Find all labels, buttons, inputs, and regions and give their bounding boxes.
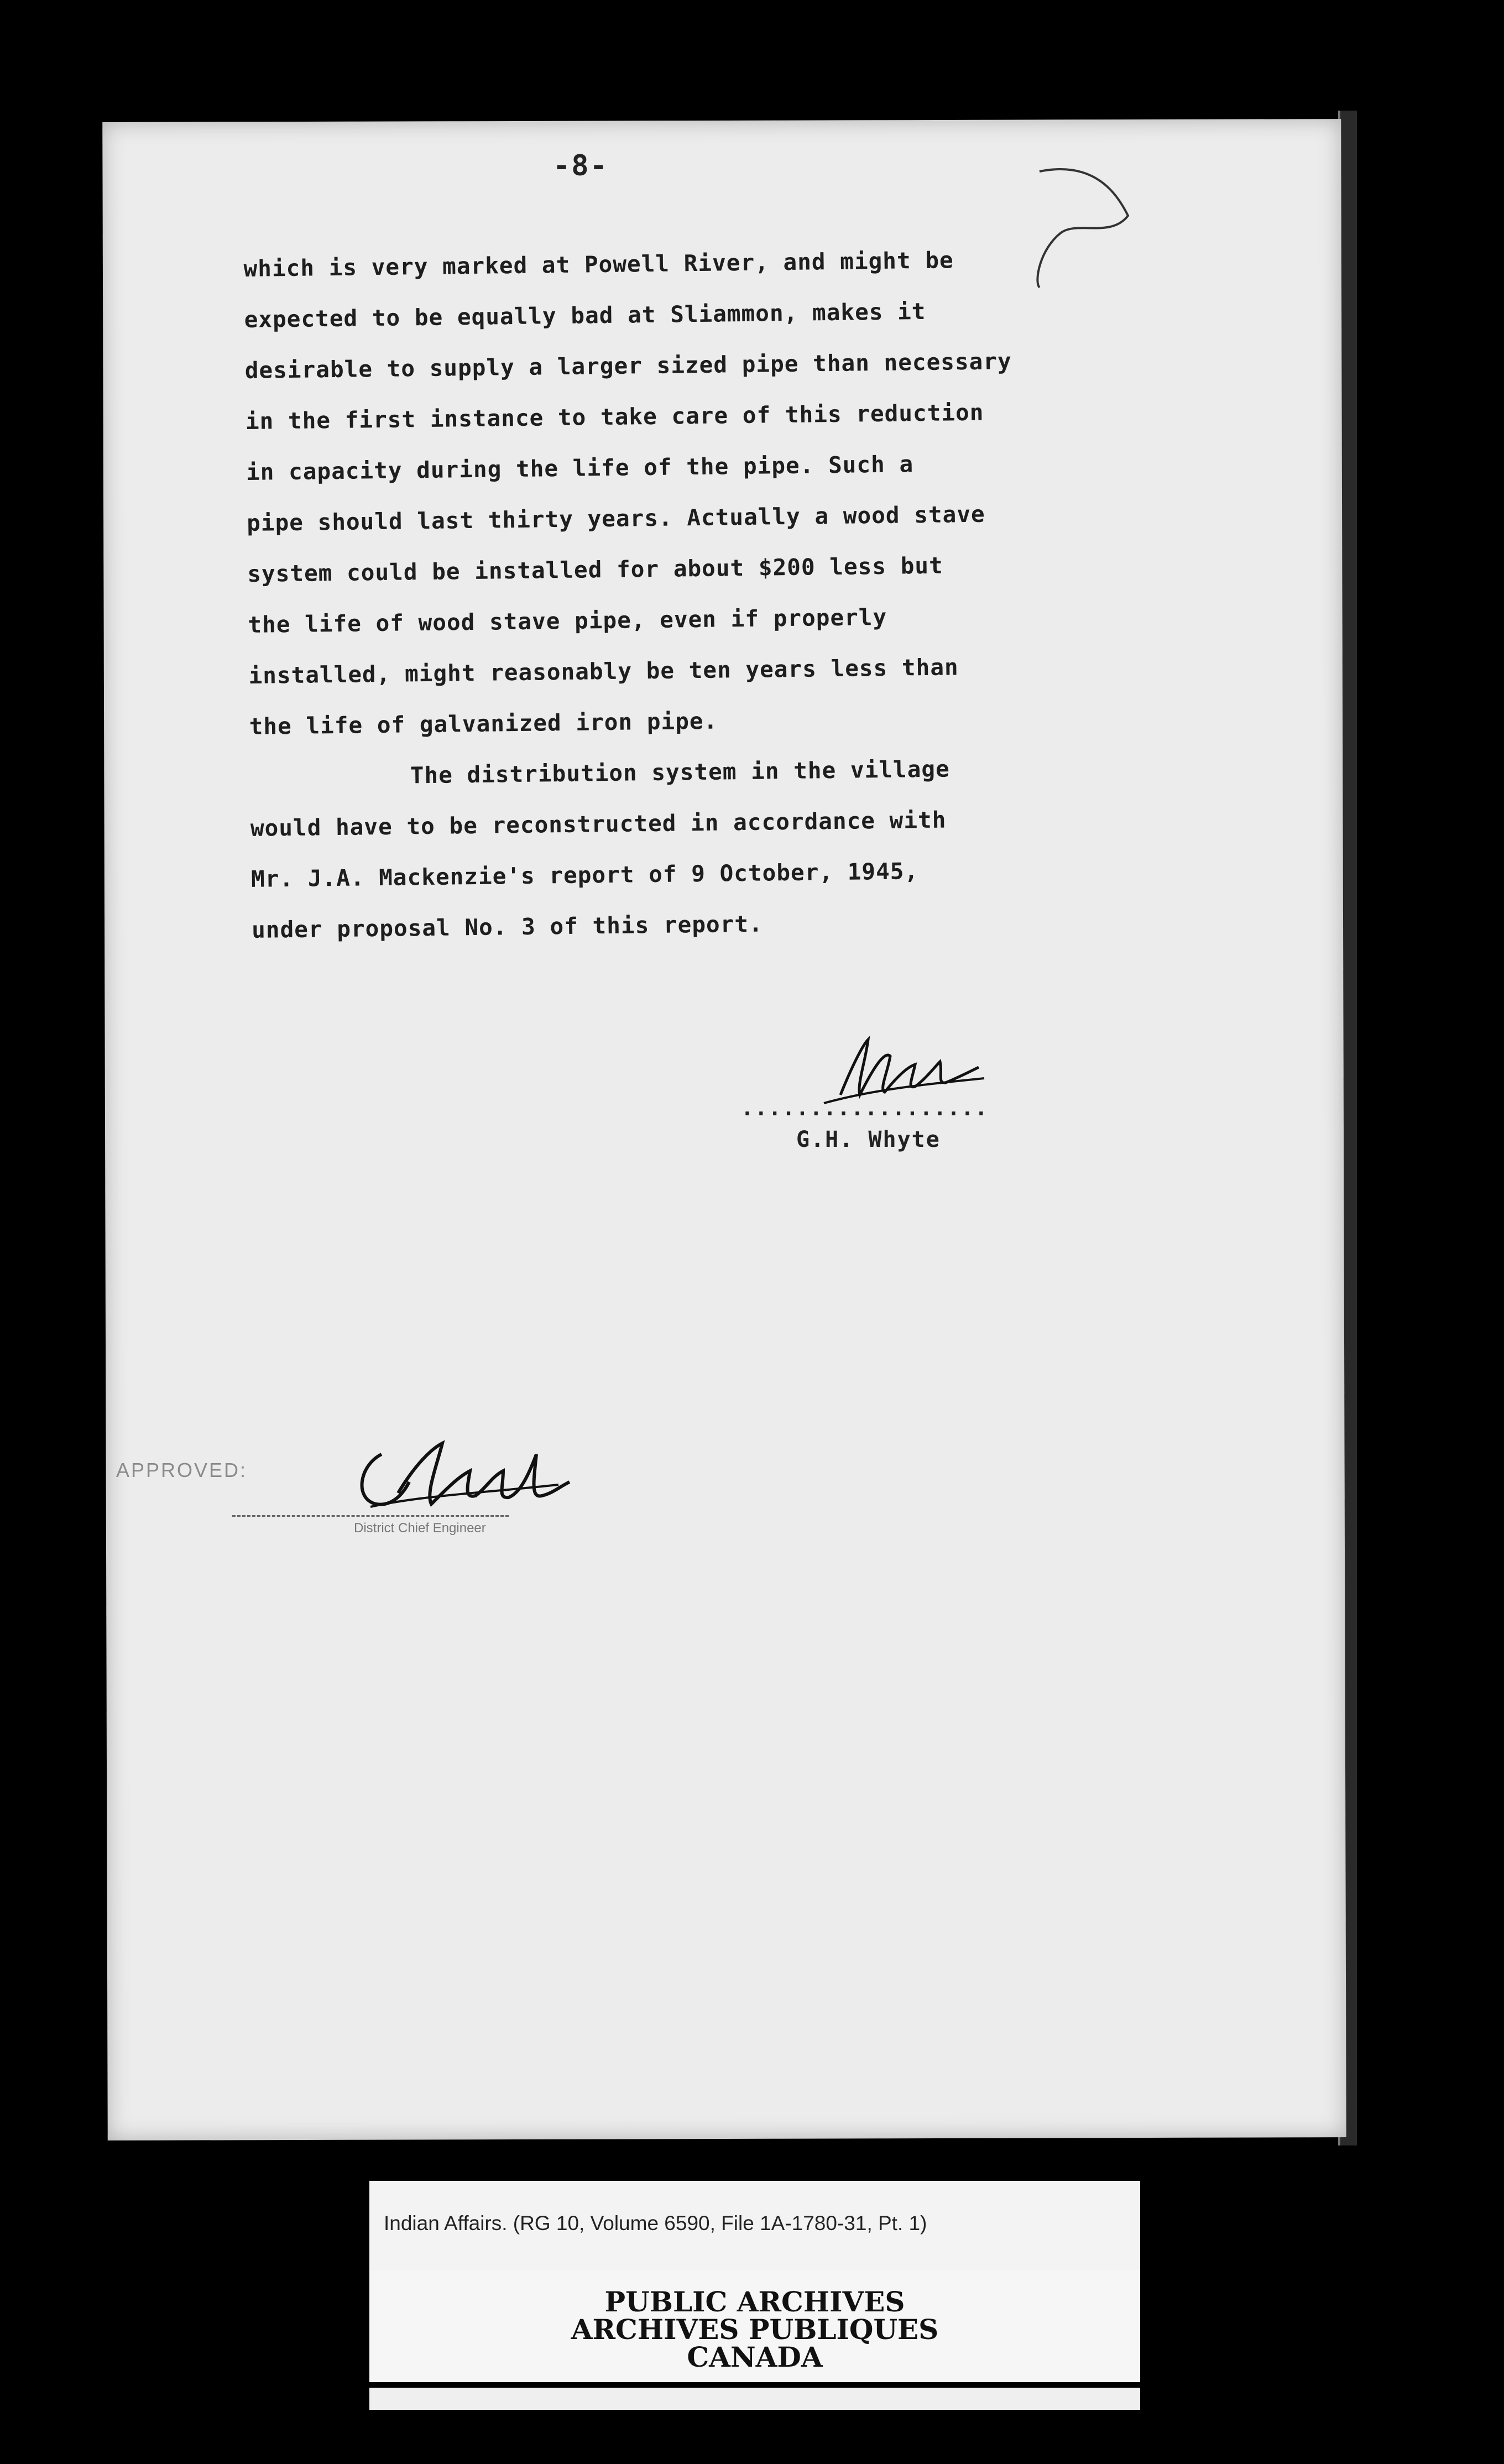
approver-role: District Chief Engineer — [354, 1521, 486, 1536]
stamp-line: PUBLIC ARCHIVES — [604, 2285, 905, 2318]
archive-reference: Indian Affairs. (RG 10, Volume 6590, File 1A-1780-31, Pt. 1) — [384, 2212, 927, 2235]
body-text — [243, 232, 1214, 956]
text-line: desirable to supply a larger sized pipe than necessary — [244, 348, 1012, 384]
archive-strip — [369, 2388, 1140, 2410]
signature-dotted-line: .................. — [741, 1096, 989, 1120]
page-number: -8- — [553, 149, 608, 182]
text-line: expected to be equally bad at Sliammon, makes it — [244, 297, 926, 333]
approval-signature-icon — [337, 1432, 592, 1526]
approved-label: APPROVED: — [116, 1459, 248, 1481]
archive-reference-label — [369, 2181, 1140, 2275]
text-line: pipe should last thirty years. Actually a wood stave — [246, 500, 985, 536]
approval-block — [116, 1432, 614, 1565]
text-line: the life of galvanized iron pipe. — [249, 707, 718, 740]
signature-block — [741, 1051, 1073, 1172]
text-line: under proposal No. 3 of this report. — [251, 910, 764, 943]
text-line: in the first instance to take care of this reduction — [245, 399, 984, 435]
text-line: The distribution system in the village — [410, 755, 951, 789]
approval-dashed-line — [232, 1515, 509, 1517]
text-line: Mr. J.A. Mackenzie's report of 9 October, 1945, — [250, 858, 919, 892]
signer-name: G.H. Whyte — [796, 1127, 941, 1152]
stamp-line: ARCHIVES PUBLIQUES — [571, 2313, 939, 2346]
archive-stamp — [369, 2270, 1140, 2382]
text-line: system could be installed for about $200 less but — [247, 552, 944, 587]
text-line: would have to be reconstructed in accordance with — [250, 806, 947, 842]
text-line: which is very marked at Powell River, and might be — [243, 247, 954, 282]
text-line: in capacity during the life of the pipe. Such a — [246, 451, 914, 486]
stamp-line: CANADA — [687, 2341, 823, 2373]
text-line: installed, might reasonably be ten years less than — [248, 654, 959, 689]
text-line: the life of wood stave pipe, even if properly — [248, 603, 887, 638]
